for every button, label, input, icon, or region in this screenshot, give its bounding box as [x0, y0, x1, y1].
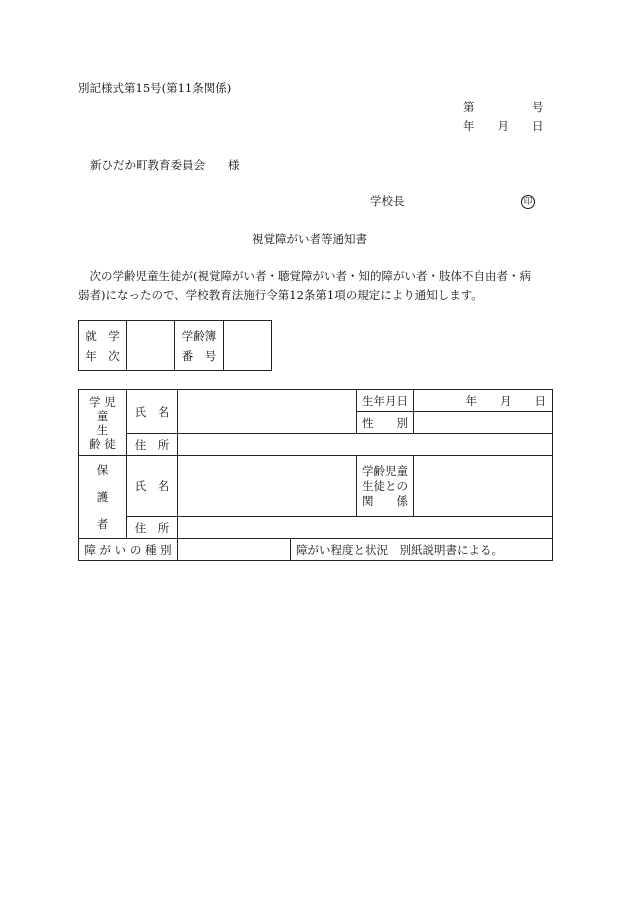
disability-type-label: 障 が い の 種 別: [79, 539, 178, 561]
principal-label: 学校長: [370, 194, 405, 208]
main-info-table: [78, 389, 553, 561]
student-group-2: 童: [96, 408, 109, 423]
guardian-group-2: 護: [96, 489, 109, 504]
relation-label-3: 関 係: [362, 493, 408, 508]
guardian-name-value[interactable]: [178, 456, 357, 517]
guardian-address-label: 住 所: [127, 517, 178, 539]
register-value-cell[interactable]: [224, 321, 272, 371]
birth-value[interactable]: 年 月 日: [414, 390, 553, 412]
grade-label-1: 就 学: [85, 328, 120, 343]
relation-value[interactable]: [414, 456, 553, 517]
grade-label-cell: [79, 321, 127, 371]
disability-type-value[interactable]: [178, 539, 291, 561]
guardian-name-label: 氏 名: [127, 456, 178, 517]
guardian-group-1: 保: [96, 462, 109, 477]
document-title: 視覚障がい者等通知書: [252, 232, 367, 246]
student-name-value[interactable]: [178, 390, 357, 434]
form-id: 別記様式第15号(第11条関係): [78, 81, 232, 95]
seal-char: 印: [521, 195, 535, 209]
grade-register-table: [78, 320, 272, 371]
register-label-2: 番 号: [181, 348, 217, 363]
guardian-address-value[interactable]: [178, 517, 553, 539]
body-line-1: 次の学齢児童生徒が(視覚障がい者・聴覚障がい者・知的障がい者・肢体不自由者・病: [78, 269, 531, 283]
birth-label: 生年月日: [357, 390, 414, 412]
student-group-1: 学 児: [89, 394, 116, 409]
relation-label-1: 学齢児童: [362, 463, 408, 478]
disability-status: 障がい程度と状況 別紙説明書による。: [291, 539, 553, 561]
date-label: 年 月 日: [463, 119, 544, 133]
relation-label-2: 生徒との: [362, 478, 408, 493]
sex-value[interactable]: [414, 412, 553, 434]
student-name-label: 氏 名: [127, 390, 178, 434]
student-group-cell: [79, 390, 127, 456]
student-address-value[interactable]: [178, 434, 553, 456]
register-label-1: 学齢簿: [181, 328, 217, 343]
seal-icon: [521, 193, 535, 209]
grade-value-cell[interactable]: [127, 321, 175, 371]
body-line-2: 弱者)になったので、学校教育法施行令第12条第1項の規定により通知します。: [78, 288, 483, 302]
student-group-4: 齢 徒: [89, 436, 116, 451]
relation-label-cell: [357, 456, 414, 517]
body-paragraph: [78, 267, 558, 305]
register-label-cell: [175, 321, 224, 371]
guardian-group-cell: [79, 456, 127, 539]
student-address-label: 住 所: [127, 434, 178, 456]
grade-label-2: 年 次: [85, 348, 120, 363]
student-group-3: 生: [96, 422, 109, 437]
document-number-label: 第 号: [463, 100, 544, 114]
sex-label: 性 別: [357, 412, 414, 434]
guardian-group-3: 者: [96, 516, 109, 531]
addressee: 新ひだか町教育委員会 様: [90, 158, 240, 172]
